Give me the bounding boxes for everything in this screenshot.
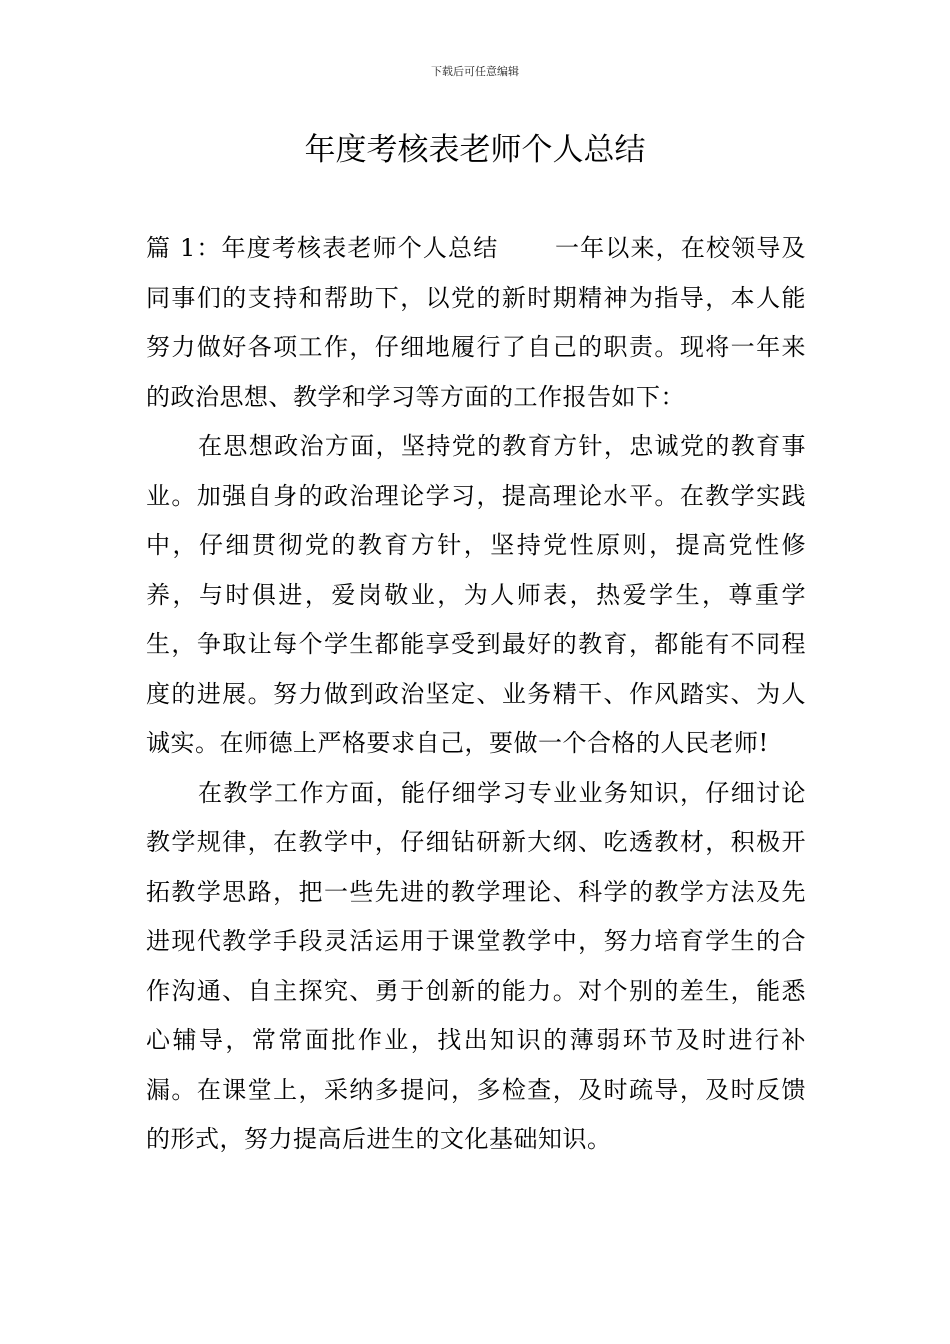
paragraph-teaching: 在教学工作方面，能仔细学习专业业务知识，仔细讨论教学规律，在教学中，仔细钻研新大纲、吃透教材，积极开拓教学思路，把一些先进的教学理论、科学的教学方法及先进现代教学手段灵活运用于课堂教学中，努力培育学生的合作沟通、自主探究、勇于创新的能力。对个别的差生，能悉心辅导，常常面批作业，找出知识的薄弱环节及时进行补漏。在课堂上，采纳多提问，多检查，及时疏导，及时反馈的形式，努力提高后进生的文化基础知识。 — [146, 778, 806, 1153]
section-label: 篇 1：年度考核表老师个人总结 — [146, 234, 499, 262]
intro-text: 一年以来，在校领导及同事们的支持和帮助下，以党的新时期精神为指导，本人能努力做好各项工作，仔细地履行了自己的职责。现将一年来的政治思想、教学和学习等方面的工作报告如下： — [146, 234, 806, 411]
header-note: 下载后可任意编辑 — [431, 65, 519, 78]
document-body — [146, 224, 806, 1165]
document-title: 年度考核表老师个人总结 — [304, 132, 646, 168]
intro-paragraph — [146, 224, 806, 422]
paragraph-political: 在思想政治方面，坚持党的教育方针，忠诚党的教育事业。加强自身的政治理论学习，提高理论水平。在教学实践中，仔细贯彻党的教育方针，坚持党性原则，提高党性修养，与时俱进，爱岗敬业，为人师表，热爱学生，尊重学生，争取让每个学生都能享受到最好的教育，都能有不同程度的进展。努力做到政治坚定、业务精干、作风踏实、为人诚实。在师德上严格要求自己，要做一个合格的人民老师! — [146, 432, 806, 757]
